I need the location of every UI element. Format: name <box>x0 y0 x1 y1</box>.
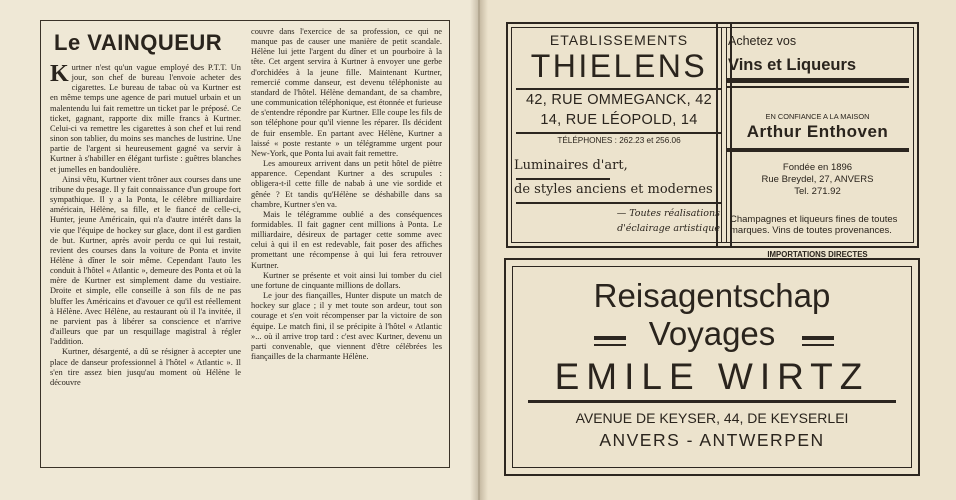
divider-bar <box>528 400 896 403</box>
ad-enthoven-founded: Fondée en 1896 <box>782 162 853 173</box>
ad-enthoven-tel: Tel. 271.92 <box>794 186 841 197</box>
ad-wirtz <box>504 258 920 476</box>
ad-enthoven-address: Rue Breydel, 27, ANVERS <box>761 174 874 185</box>
ad-thielens-phones: TÉLÉPHONES : 262.23 et 256.06 <box>557 136 681 145</box>
ad-enthoven <box>716 22 919 259</box>
drop-cap: K <box>50 61 69 87</box>
article-paragraph: Kurtner, désargenté, a dû se résigner à accepter une place de danseur professionnel à l'hôtel « Atlantic ». Il s'en tire assez bien jusqu'au moment où Hélène le découvre <box>50 347 241 387</box>
article-paragraph: Kurtner se présente et voit ainsi lui tomber du ciel une fortune de cinquante millions de dollars. <box>251 270 442 290</box>
article-title: Le VAINQUEUR <box>54 30 223 55</box>
divider <box>516 132 722 134</box>
ad-thielens <box>506 22 732 248</box>
article-paragraph: Ainsi vêtu, Kurtner vient trôner aux courses dans une tribune du pesage. Il y fait connaissance d'un groupe fort sympathique. Il y a la Ponta, le célèbre milliardaire américain, Hélène, sa fille, et le fiancé de celle-ci, Hunter, jeune Américain, qui n'a d'autre intérêt dans la vie que l'équipe de hockey sur glace, dont il est gardien de but. Kurtner, après avoir perdu ce qui lui restait, revient des courses dans la voiture de Ponta et invite Hélène à dîner le soir même. Cependant l'auto les conduit à l'hôtel « Atlantic », demeure des Ponta et où la mère de Kurtner est simplement dame du vestiaire. Droite et simple, elle conseille à son fils de ne pas bluffer les Américains et d'avouer ce qu'il est réellement à Hélène. Avec Hélène, au restaurant où il l'a invitée, il ne parvient pas à libérer sa conscience et n'arrive d'ailleurs que par un resquillage magistral à régler l'addition. <box>50 174 241 347</box>
ad-thielens-name: THIELENS <box>530 48 708 84</box>
article-paragraph: Les amoureux arrivent dans un petit hôtel de piètre apparence. Cependant Kurtner a des scrupules : obligera-t-il cette fille de nabab à une vie sordide et gênée ? Et tandis qu'Hélène se déshabille dans sa chambre, Kurtner s'en va. <box>251 159 442 209</box>
divider <box>516 88 722 90</box>
ad-thielens-small-1: — Toutes réalisations <box>616 208 720 219</box>
ad-thielens-line-1: Luminaires d'art, <box>514 158 628 173</box>
ad-enthoven-champagnes: Champagnes et liqueurs fines de toutes marques. Vins de toutes provenances. <box>730 214 898 236</box>
article-column-2 <box>251 27 442 463</box>
divider-bar <box>726 78 909 83</box>
article-paragraph: Le jour des fiançailles, Hunter dispute un match de hockey sur glace ; il y met toute son ardeur, tout son courage et s'en voit récompenser par la victoire de son équipe. Le match fini, il se précipite à l'hôtel « Atlantic »... où il arrive trop tard : c'est avec Kurtner, devenu un parti convenable, que viennent d'être célébrées les fiançailles de la charmante Hélène. <box>251 291 442 361</box>
paragraph-text: urtner n'est qu'un vague employé des P.T.T. Un jour, son chef de bureau l'envoie acheter des cigarettes. Le bureau de tabac où va Kurtner est en même temps une agence de pari mutuel urbain et un malentendu lui fait remettre un ticket par le préposé. Ce ticket, gagnant, rapporte dix mille francs à Kurtner. Celui-ci va remettre les cigarettes à son chef et lui rend sinon son tablier, du moins ses manches de lustrine. Une partie de l'argent si heureusement gagné va servir à Kurtner à s'habiller en élégant turfiste : guêtres blanches et jumelles en bandoulière. <box>50 63 241 174</box>
ad-enthoven-confiance: EN CONFIANCE A LA MAISON <box>765 112 870 121</box>
ad-enthoven-vins: Vins et Liqueurs <box>728 56 857 74</box>
article-columns <box>50 27 442 463</box>
divider <box>516 178 610 180</box>
ad-thielens-line-2: de styles anciens et modernes <box>514 182 713 197</box>
ad-thielens-small-2: d'éclairage artistique <box>617 223 720 234</box>
divider-bar <box>726 86 909 88</box>
divider-bar <box>726 148 909 152</box>
ad-wirtz-city: ANVERS - ANTWERPEN <box>599 430 825 450</box>
ad-enthoven-name: Arthur Enthoven <box>746 122 889 141</box>
article-paragraph: Mais le télégramme oublié a des conséquences formidables. Il fait gagner cent millions à Ponta. Le milliardaire, désireux de partager cette somme avec celui à qui il en est redevable, fait poser des affiches promettant une récompense à qui lui fera retrouver Kurtner. <box>251 209 442 270</box>
ad-wirtz-address: AVENUE DE KEYSER, 44, DE KEYSERLEI <box>575 410 849 426</box>
ad-enthoven-top: Achetez vos <box>728 34 797 48</box>
ad-enthoven-imports: IMPORTATIONS DIRECTES <box>767 250 868 259</box>
article-paragraph <box>50 63 241 175</box>
ad-thielens-address-2: 14, RUE LÉOPOLD, 14 <box>540 112 698 128</box>
article-frame <box>40 20 450 468</box>
divider <box>516 202 722 204</box>
ad-thielens-header: ETABLISSEMENTS <box>549 32 689 48</box>
ad-wirtz-name: EMILE WIRTZ <box>554 356 870 397</box>
ad-wirtz-line-2: Voyages <box>648 315 776 352</box>
ad-wirtz-line-1: Reisagentschap <box>593 277 831 314</box>
book-gutter <box>470 0 488 500</box>
article-column-1 <box>50 27 241 463</box>
ad-thielens-address-1: 42, RUE OMMEGANCK, 42 <box>526 92 712 108</box>
article-paragraph: couvre dans l'exercice de sa profession, ce qui ne manque pas de causer une manière de petit scandale. Hélène lui jette l'argent du dîner et un pourboire à la tête. Cet argent servira à Kurtner à envoyer une gerbe d'orchidées à la jeune fille. Maintenant Kurtner, remercié comme danseur, est devenu téléphoniste au standard de l'hôtel. Hélène demandant, de sa chambre, une communication téléphonique, est étonnée et furieuse de s'entendre répondre par Kurtner. Elle coupe les fils de son téléphone pour qu'il vienne les réparer. Ils décident de fuir ensemble. En partant avec Hélène, Kurtner a laissé « poste restante » un télégramme urgent pour New-York, que Ponta lui avait fait remettre. <box>251 27 442 158</box>
